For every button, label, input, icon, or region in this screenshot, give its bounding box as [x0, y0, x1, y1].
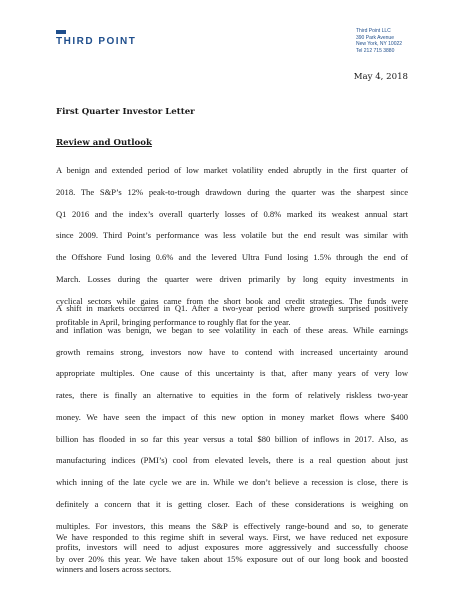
- section-heading: Review and Outlook: [56, 138, 152, 148]
- text-line: by over 20% this year. We have taken about 15% exposure out of our long book and boosted: [56, 553, 408, 564]
- text-line: since 2009. Third Point’s performance was less volatile but the end result was similar with: [56, 230, 408, 241]
- logo-mark: [56, 30, 66, 34]
- text-line: multiples. For investors, this means the S&P is effectively range-bound and so, to generate: [56, 520, 408, 531]
- company-address: [356, 28, 402, 54]
- text-line: manufacturing indices (PMI’s) cool from elevated levels, there is a real question about just: [56, 455, 408, 466]
- text-line: rates, there is finally an alternative to equities in the form of relatively riskless two-year: [56, 390, 408, 400]
- text-line: the Offshore Fund losing 0.6% and the levered Ultra Fund losing 1.5% through the end of: [56, 252, 408, 262]
- address-line: Tel 212 715 3880: [356, 47, 395, 54]
- text-line: growth remains strong, investors now have to contend with increased uncertainty around: [56, 346, 408, 357]
- text-line: appropriate multiples. One cause of this uncertainty is that, after many years of very low: [56, 368, 408, 379]
- text-line: Q1 2016 and the index’s overall quarterly losses of 0.8% marked its weakest annual start: [56, 208, 408, 219]
- text-line: A shift in markets occurred in Q1. After a two-year period where growth surprised positively: [56, 303, 408, 313]
- address-line: Third Point LLC: [356, 28, 391, 34]
- text-line: definitely a concern that it is getting closer. Each of these considerations is weighing on: [56, 498, 408, 509]
- company-logo: [56, 30, 136, 47]
- text-line: 2018. The S&P’s 12% peak-to-trough drawdown during the quarter was the sharpest since: [56, 186, 408, 197]
- letter-title: First Quarter Investor Letter: [56, 107, 195, 117]
- paragraph: [56, 527, 408, 571]
- text-line: money. We have seen the impact of this new option in money market flows where $400: [56, 411, 408, 422]
- address-line: New York, NY 10022: [356, 41, 403, 47]
- text-line: We have responded to this regime shift in several ways. First, we have reduced net exposure: [56, 532, 408, 542]
- text-line: and inflation was benign, we began to see volatility in each of these areas. While earnings: [56, 324, 408, 335]
- text-line: winners and losers across sectors.: [56, 564, 172, 574]
- text-line: which inning of the late cycle we are in. While we don’t believe a recession is close, there is: [56, 477, 408, 487]
- logo-text: THIRD POINT: [56, 36, 137, 47]
- letter-date: May 4, 2018: [353, 72, 408, 82]
- text-line: March. Losses during the quarter were driven primarily by long equity investments in: [56, 273, 408, 284]
- address-line: 390 Park Avenue: [356, 34, 394, 41]
- text-line: billion has flooded in so far this year versus a total $80 billion of inflows in 2017. Also, as: [56, 433, 408, 444]
- text-line: A benign and extended period of low market volatility ended abruptly in the first quarter of: [56, 165, 408, 175]
- text-line: cyclical sectors while gains came from the short book and credit strategies. The funds were: [56, 295, 408, 306]
- text-line: profits, investors will need to adjust exposures more aggressively and successfully choose: [56, 542, 408, 553]
- text-line: profitable in April, bringing performance to roughly flat for the year.: [56, 317, 291, 328]
